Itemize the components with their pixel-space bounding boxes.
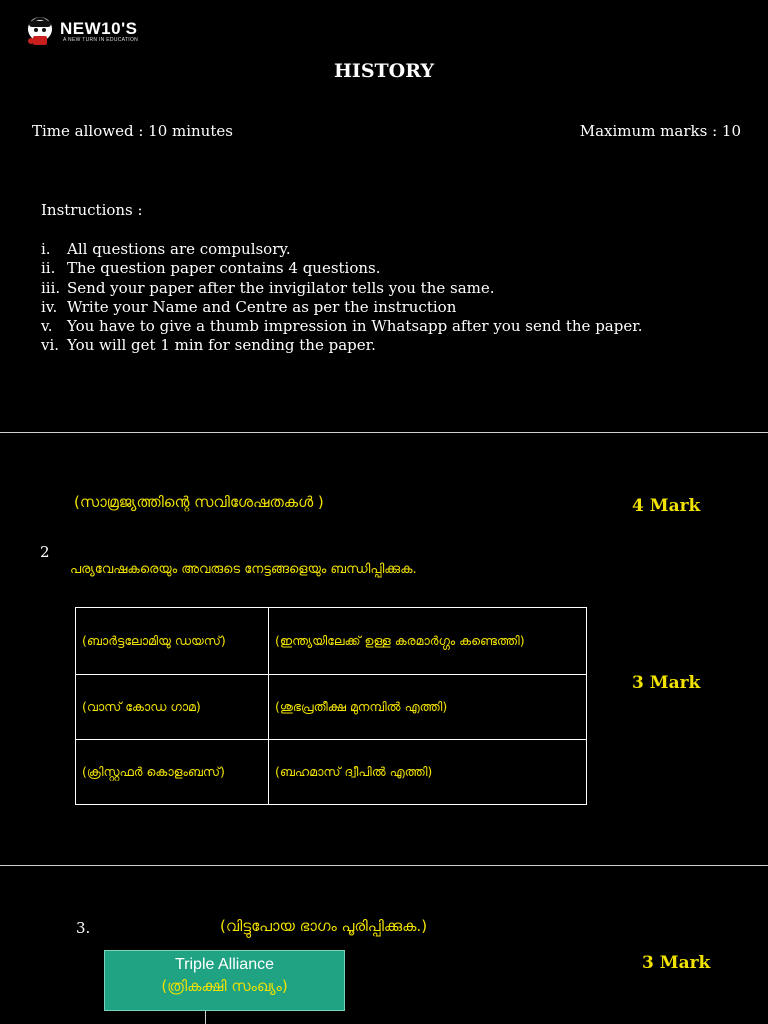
table-row: [76, 740, 587, 805]
item-number: vi.: [41, 336, 60, 355]
list-item: [41, 240, 643, 259]
explorer-cell: (വാസ് കോഡ ഗാമ): [76, 675, 269, 740]
list-item: [41, 336, 643, 355]
achievement-cell: (ഇന്ത്യയിലേക്ക് ഉള്ള കരമാർഗ്ഗം കണ്ടെത്തി): [269, 608, 587, 675]
q3-question-text: (വിട്ടുപോയ ഭാഗം പൂരിപ്പിക്കുക.): [220, 917, 428, 935]
q2-question-text: പര്യവേഷകരെയും അവരുടെ നേട്ടങ്ങളെയും ബന്ധിപ്പിക്കുക.: [70, 562, 417, 577]
diagram-connector-line: [205, 1011, 206, 1024]
match-table: [75, 607, 587, 805]
q1-topic: (സാമ്രജ്യത്തിന്റെ സവിശേഷതകൾ ): [74, 493, 324, 511]
page-title: HISTORY: [333, 60, 435, 82]
list-item: [41, 259, 643, 278]
q3-mark: 3 Mark: [642, 953, 711, 973]
logo-mascot-icon: [26, 16, 54, 46]
item-text: You have to give a thumb impression in Whatsapp after you send the paper.: [67, 317, 643, 336]
item-number: ii.: [41, 259, 56, 278]
q1-mark: 4 Mark: [632, 496, 701, 516]
item-number: v.: [41, 317, 53, 336]
achievement-cell: (ശുഭപ്രതീക്ഷ മുനമ്പിൽ എത്തി): [269, 675, 587, 740]
item-number: iv.: [41, 297, 58, 316]
time-allowed: Time allowed : 10 minutes: [32, 122, 233, 140]
q2-mark: 3 Mark: [632, 673, 701, 693]
brand-logo: [26, 16, 138, 46]
slide-divider: [0, 865, 768, 866]
item-text: Send your paper after the invigilator tells you the same.: [67, 278, 495, 297]
explorer-cell: (ബാർട്ടലോമിയു ഡയസ്): [76, 608, 269, 675]
item-text: All questions are compulsory.: [67, 240, 291, 258]
triple-alliance-box: [104, 950, 345, 1011]
alliance-english-label: Triple Alliance: [174, 956, 274, 973]
slide-divider: [0, 432, 768, 433]
item-text: Write your Name and Centre as per the instruction: [67, 297, 457, 316]
achievement-cell: (ബഹമാസ് ദ്വീപിൽ എത്തി): [269, 740, 587, 805]
explorer-cell: (ക്രിസ്റ്റഫർ കൊളംബസ്): [76, 740, 269, 805]
table-row: [76, 675, 587, 740]
alliance-malayalam-label: (ത്രികക്ഷി സംഖ്യം): [161, 977, 288, 995]
item-number: i.: [41, 240, 51, 258]
logo-name: NEW10'S: [60, 18, 138, 38]
logo-tagline: A NEW TURN IN EDUCATION: [63, 36, 139, 43]
item-text: The question paper contains 4 questions.: [67, 259, 381, 278]
list-item: [41, 298, 643, 317]
table-row: [76, 608, 587, 675]
item-text: You will get 1 min for sending the paper.: [67, 336, 376, 355]
list-item: [41, 279, 643, 298]
maximum-marks: Maximum marks : 10: [579, 122, 741, 140]
instructions-list: [41, 240, 643, 356]
q3-number: 3.: [76, 919, 91, 937]
q2-number: 2: [40, 543, 50, 561]
instructions-heading: Instructions :: [41, 201, 143, 219]
item-number: iii.: [41, 278, 61, 297]
list-item: [41, 317, 643, 336]
